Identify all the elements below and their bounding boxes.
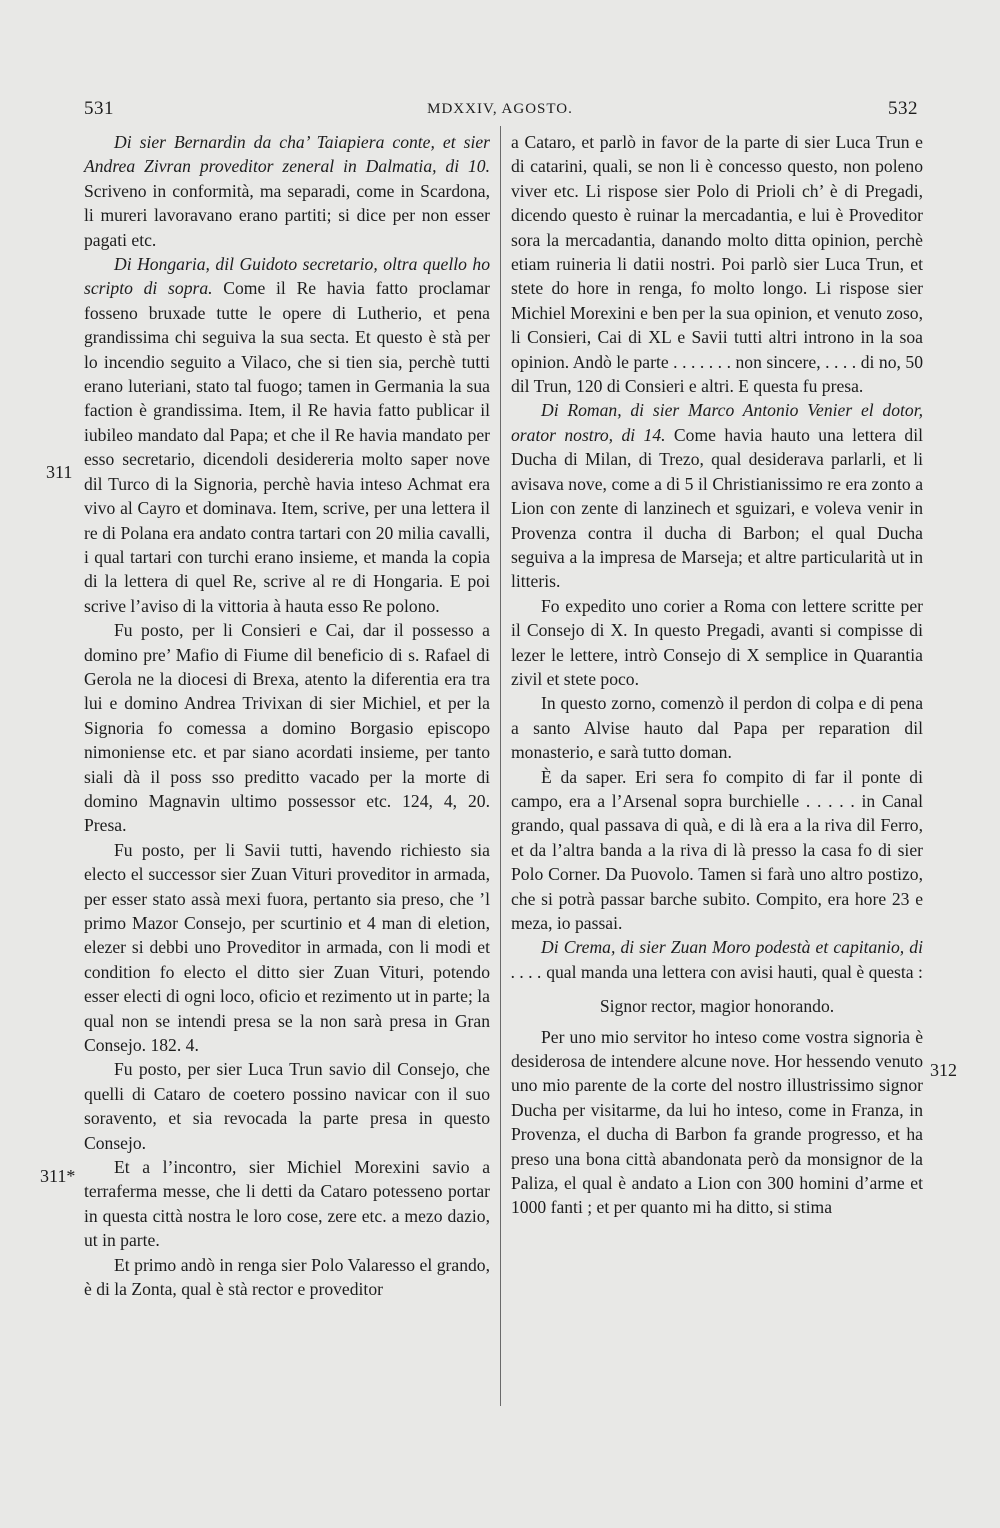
paragraph-text: Scriveno in conformità, ma separadi, come in Scardona, li mureri lavoravano erano partiti; si dice per non esser pagati etc. <box>84 180 490 250</box>
paragraph-text: Fu posto, per li Savii tutti, havendo richiesto sia electo el successor sier Zuan Vituri proveditor in armada, per esser stato assà mexi fuora, pertanto sia preso, che ’l primo Mazor Consejo, per scurtinio et 4 man di eletion, elezer si debbi uno Proveditor in armada, con li modi et condition fo electo el ditto sier Zuan Vituri, potendo esser electi di ogni loco, oficio et rezimento ut in parte; la qual non se intendi presa se la non sarà presa in Gran Consejo. 182. 4. <box>84 839 490 1056</box>
paragraph-text: Fo expedito uno corier a Roma con lettere scritte per il Consejo di X. In questo Pregadi, avanti si compisse di lezer le lettere, intrò Consejo di X semplice in Quarantia zivil et stete poco. <box>511 595 923 689</box>
page-number-right: 532 <box>888 98 918 119</box>
paragraph <box>84 838 490 1058</box>
paragraph <box>84 130 490 252</box>
paragraph <box>511 130 923 398</box>
margin-note-left-2: 311* <box>40 1166 76 1186</box>
margin-note-right-1: 312 <box>930 1060 957 1080</box>
paragraph-heading: Di sier Bernardin da cha’ Taiapiera conte, et sier Andrea Zivran proveditor zeneral in Dalmatia, di 10. <box>84 132 490 177</box>
column-divider <box>500 126 501 1406</box>
paragraph-text: a Cataro, et parlò in favor de la parte di sier Luca Trun e di catarini, quali, se non li è concesso questo, non poleno viver etc. Li rispose sier Polo di Prioli ch’ è di Pregadi, dicendo questo è ruinar la mercadantia, e lui è Proveditor sora la mercadantia, danando molto ditta opinion, perchè etiam ruineria li datii nostri. Poi parlò sier Luca Trun, et stete do hore in renga, fo molto longo. Li rispose sier Michiel Morexini e ben per la sua opinion, et venuto zoso, li Consieri, Cai di XL e Savii tutti altri introno in la soa opinion. Andò le parte . . . . . . . non sincere, . . . . di no, 50 dil Trun, 120 di Consieri e altri. E questa fu presa. <box>511 132 923 397</box>
paragraph-text: Come havia hauto una lettera dil Ducha di Milan, di Trezo, qual desiderava parlarli, et li avisava nove, come a di 5 il Christianissimo re era zonto a Lion con zente di lanzinech et sguizari, e voleva venir in Provenza contra il ducha di Barbon; el qual Ducha seguiva a la impresa de Marseja; et altre particularità ut in litteris. <box>511 424 923 592</box>
paragraph <box>511 935 923 984</box>
page-number-left: 531 <box>84 98 114 119</box>
paragraph-text: Fu posto, per sier Luca Trun savio dil Consejo, che quelli di Cataro de coetero possino navicar con il suo soravento, et sia revocada la parte presa in questo Consejo. <box>84 1059 490 1153</box>
paragraph-text: Fu posto, per li Consieri e Cai, dar il possesso a domino pre’ Mafio di Fiume dil beneficio di s. Rafael di Gerola ne la diocesi di Brexa, atento la diferentia era tra lui e domino Andrea Trivixan di sier Michiel, et per la Signoria fo comessa a domino Borgasio episcopo nimoniense etc. et par siano acordati insieme, per tanto siali dà il poss sso preditto vacado per la morte di domino Magnavin ultimo possessor etc. 124, 4, 20. Presa. <box>84 620 490 836</box>
text-column-right <box>511 130 923 1220</box>
paragraph-text: È da saper. Eri sera fo compito di far il ponte di campo, era a l’Arsenal sopra burchielle . . . . . in Canal grando, qual passava di quà, e di là era a la riva dil Ferro, et da l’altra banda a la riva di là presso la casa fo di sier Polo Corner. Da Puovolo. Tamen si farà uno altro postizo, che si potrà passar barche subito. Compito, era hore 23 e meza, io passai. <box>511 766 923 933</box>
paragraph <box>511 594 923 692</box>
paragraph-heading: Di Roman, di sier Marco Antonio Venier el dotor, orator nostro, di 14. <box>511 400 923 445</box>
paragraph <box>84 1253 490 1302</box>
paragraph-heading: Di Hongaria, dil Guidoto secretario, oltra quello ho scripto di sopra. <box>84 254 490 299</box>
paragraph-text: Signor rector, magior honorando. <box>599 996 835 1017</box>
running-title: MDXXIV, AGOSTO. <box>427 101 573 117</box>
text-column-left <box>84 130 490 1302</box>
paragraph-text: Et primo andò in renga sier Polo Valaresso el grando, è di la Zonta, qual è stà rector e proveditor <box>84 1254 490 1300</box>
paragraph <box>511 398 923 593</box>
paragraph-text: In questo zorno, comenzò il perdon di colpa e di pena a santo Alvise hauto dal Papa per reparation dil monasterio, e sarà tutto doman. <box>511 693 923 763</box>
paragraph-text: Et a l’incontro, sier Michiel Morexini savio a terraferma messe, che li detti da Cataro potesseno portar in questa città nostra le loro cose, zere etc. a mezo dazio, ut in parte. <box>84 1157 490 1251</box>
margin-note-left-1: 311 <box>46 462 73 482</box>
paragraph <box>84 1155 490 1253</box>
paragraph <box>511 691 923 764</box>
paragraph <box>84 618 490 838</box>
paragraph-text: Come il Re havia fatto proclamar fosseno bruxade tutte le opere di Lutherio, et pena grandissima chi seguiva la sua secta. Et questo è stà per lo incendio seguito a Vilaco, che si tien sia, perchè tutti erano luteriani, stato tal fuogo; tamen in Germania la sua faction è grandissima. Item, il Re havia fatto publicar il iubileo mandato dal Papa; et che il Re havia mandato per esso secretario, dicendoli desidereria molto saper nove dil Turco di la Signoria, perchè havia inteso Achmat era vivo al Cayro et dominava. Item, scrive, per una lettera il re di Polana era andato contra tartari con 20 milia cavalli, i qual tartari con turchi erano insieme, et manda la copia di la lettera di quel Re, scrive al re di Hongaria. E poi scrive l’aviso di la vittoria à hauta esso Re polono. <box>84 278 490 616</box>
paragraph <box>84 1057 490 1155</box>
paragraph <box>511 765 923 936</box>
paragraph <box>511 994 923 1018</box>
paragraph-text: Per uno mio servitor ho inteso come vostra signoria è desiderosa de intendere alcune nove. Hor hessendo venuto uno mio parente de la corte del nostro illustrissimo signor Ducha per visitarme, da lui ho inteso, come in Franza, in Provenza, el ducha di Barbon fa grande progresso, et ha preso una bona città abandonata però da monsignor de la Paliza, el qual è andato a Lion con 300 homini d’arme et 1000 fanti ; et per quanto mi ha ditto, si stima <box>511 1026 923 1218</box>
paragraph-heading: Di Crema, di sier Zuan Moro podestà et capitanio, di . . . . <box>511 937 923 982</box>
paragraph-text: qual manda una lettera con avisi hauti, qual è questa : <box>541 961 923 982</box>
paragraph <box>511 1025 923 1220</box>
paragraph <box>84 252 490 618</box>
